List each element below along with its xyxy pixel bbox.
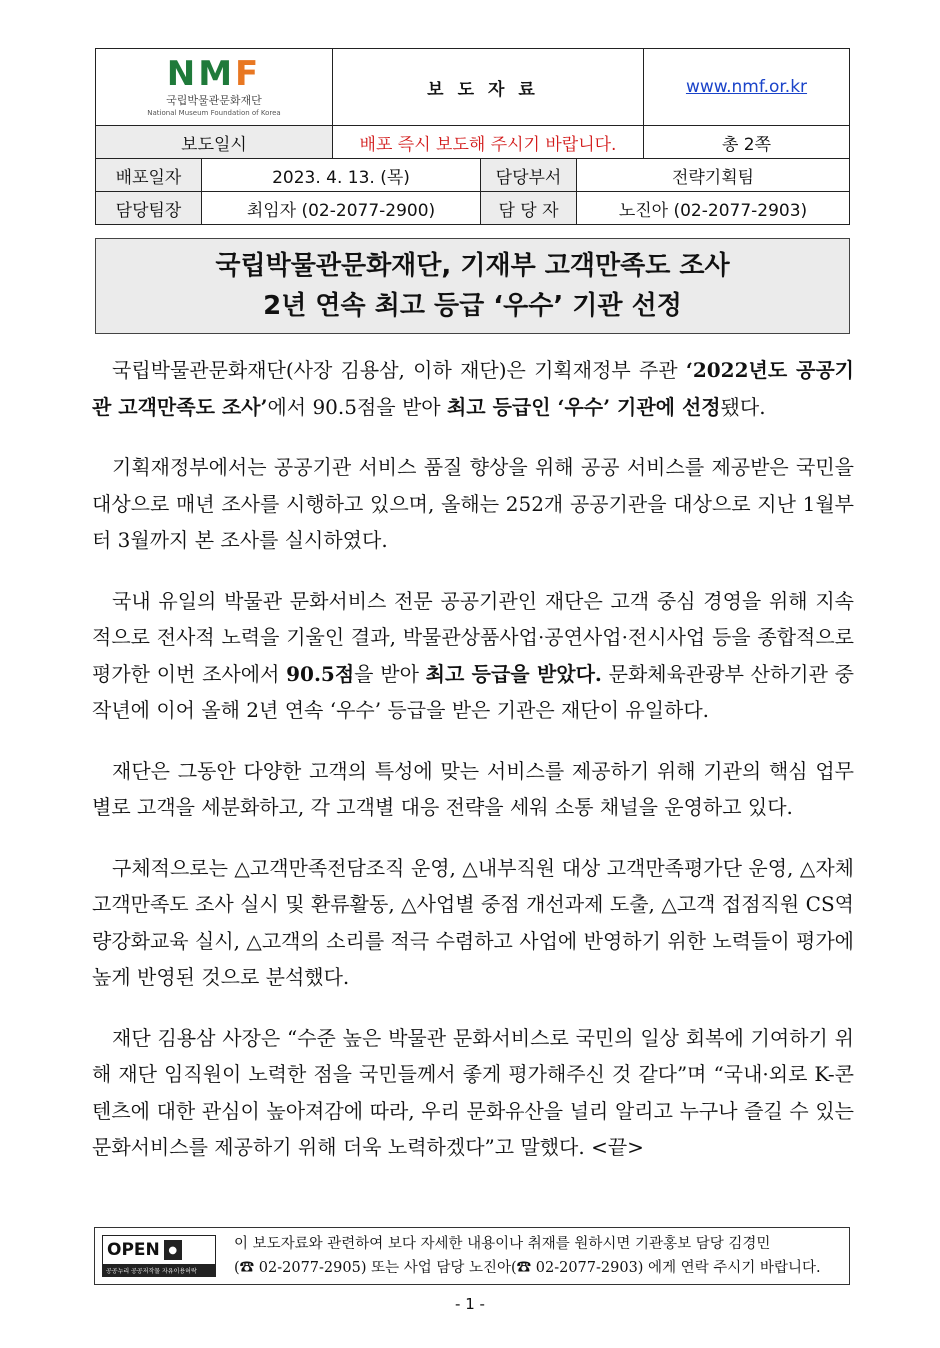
page-number: - 1 - [455,1295,485,1313]
article-body [92,352,854,1190]
p3-bold-grade: 최고 등급을 받았다. [425,661,602,686]
release-row [333,126,850,159]
p1-bold-grade: 최고 등급인 ‘우수’ 기관에 선정 [446,394,721,419]
attribution-icon: ● [164,1240,182,1260]
footer-contact-text [234,1232,821,1280]
manager-label: 담당팀장 [96,192,202,225]
p1-text-a: 국립박물관문화재단(사장 김용삼, 이하 재단)은 기획재정부 주관 [112,358,686,382]
release-label: 보도일시 [96,126,333,159]
open-badge-word: OPEN [107,1240,160,1260]
p3-bold-score: 90.5점 [286,661,355,686]
footer-line-2: (☎ 02-2077-2905) 또는 사업 담당 노진아(☎ 02-2077-2903) 에게 연락 주시기 바랍니다. [234,1260,821,1276]
contact-label: 담 당 자 [481,192,577,225]
license-icons [164,1240,182,1260]
p3-text-c: 을 받아 [354,661,426,686]
dept-label: 담당부서 [481,159,577,192]
website-link[interactable]: www.nmf.or.kr [685,77,808,97]
paragraph-1 [92,352,854,425]
date-label: 배포일자 [96,159,202,192]
release-value: 배포 즉시 보도해 주시기 바랍니다. [333,126,644,158]
p1-text-e: 됐다. [720,394,766,419]
url-cell [644,49,850,126]
p3-text-a: 국내 유일의 박물관 문화서비스 전문 공공기관인 재단은 고객 중심 경영을 위해 지속적으로 전사적 노력을 기울인 결과, 박물관상품사업·공연사업·전시사업 등을 종합적으로 평가한 이번 조사에서 [92,588,854,686]
paragraph-5: 구체적으로는 △고객만족전담조직 운영, △내부직원 대상 고객만족평가단 운영, △자체고객만족도 조사 실시 및 환류활동, △사업별 중점 개선과제 도출, △고객 접점직원 CS역량강화교육 실시, △고객의 소리를 적극 수렴하고 사업에 반영하기 위한 노력들이 평가에 높게 반영된 것으로 분석했다. [92,855,854,989]
dept-value: 전략기획팀 [577,159,850,192]
p1-bold-survey: ‘2022년도 공공기관 고객만족도 조사’ [92,358,854,419]
logo-mark: NMF [166,53,262,94]
contact-value: 노진아 (02-2077-2903) [577,192,850,225]
paragraph-2: 기획재정부에서는 공공기관 서비스 품질 향상을 위해 공공 서비스를 제공받은 국민을 대상으로 매년 조사를 시행하고 있으며, 올해는 252개 공공기관을 대상으로 지난 1월부터 3월까지 본 조사를 실시하였다. [92,455,854,552]
logo-korean-name: 국립박물관문화재단 [166,93,262,107]
header-table-details [95,158,850,225]
logo [96,53,332,117]
p1-text-c: 에서 90.5점을 받아 [267,394,447,419]
open-license-badge [102,1235,216,1277]
footer-box [94,1227,850,1285]
paragraph-3 [92,583,854,729]
logo-english-name: National Museum Foundation of Korea [147,108,281,117]
footer-line-1: 이 보도자료와 관련하여 보다 자세한 내용이나 취재를 원하시면 기관홍보 담당 김경민 [234,1236,771,1252]
open-badge-bottom: 공공누리 공공저작물 자유이용허락 [103,1264,215,1276]
paragraph-6: 재단 김용삼 사장은 “수준 높은 박물관 문화서비스로 국민의 일상 회복에 기여하기 위해 재단 임직원이 노력한 점을 국민들께서 좋게 평가해주신 것 같다”며 “국내·외로 K-콘텐츠에 대한 관심이 높아져감에 따라, 우리 문화유산을 널리 알리고 누구나 즐길 수 있는 문화서비스를 제공하기 위해 더욱 노력하겠다”고 말했다. <끝> [92,1025,854,1159]
date-value: 2023. 4. 13. (목) [202,159,481,192]
page-count: 총 2쪽 [721,134,772,155]
headline-box [95,238,850,334]
p3-text-e: 문화체육관광부 산하기관 중 작년에 이어 올해 2년 연속 ‘우수’ 등급을 받은 기관은 재단이 유일하다. [92,661,854,722]
logo-cell [96,49,333,126]
header-table [95,48,850,159]
document-title: 보도자료 [333,49,644,126]
paragraph-4: 재단은 그동안 다양한 고객의 특성에 맞는 서비스를 제공하기 위해 기관의 핵심 업무별로 고객을 세분화하고, 각 고객별 대응 전략을 세워 소통 채널을 운영하고 있다. [92,758,854,819]
headline-line-2: 2년 연속 최고 등급 ‘우수’ 기관 선정 [263,291,682,321]
manager-value: 최임자 (02-2077-2900) [202,192,481,225]
headline-line-1: 국립박물관문화재단, 기재부 고객만족도 조사 [215,251,730,281]
